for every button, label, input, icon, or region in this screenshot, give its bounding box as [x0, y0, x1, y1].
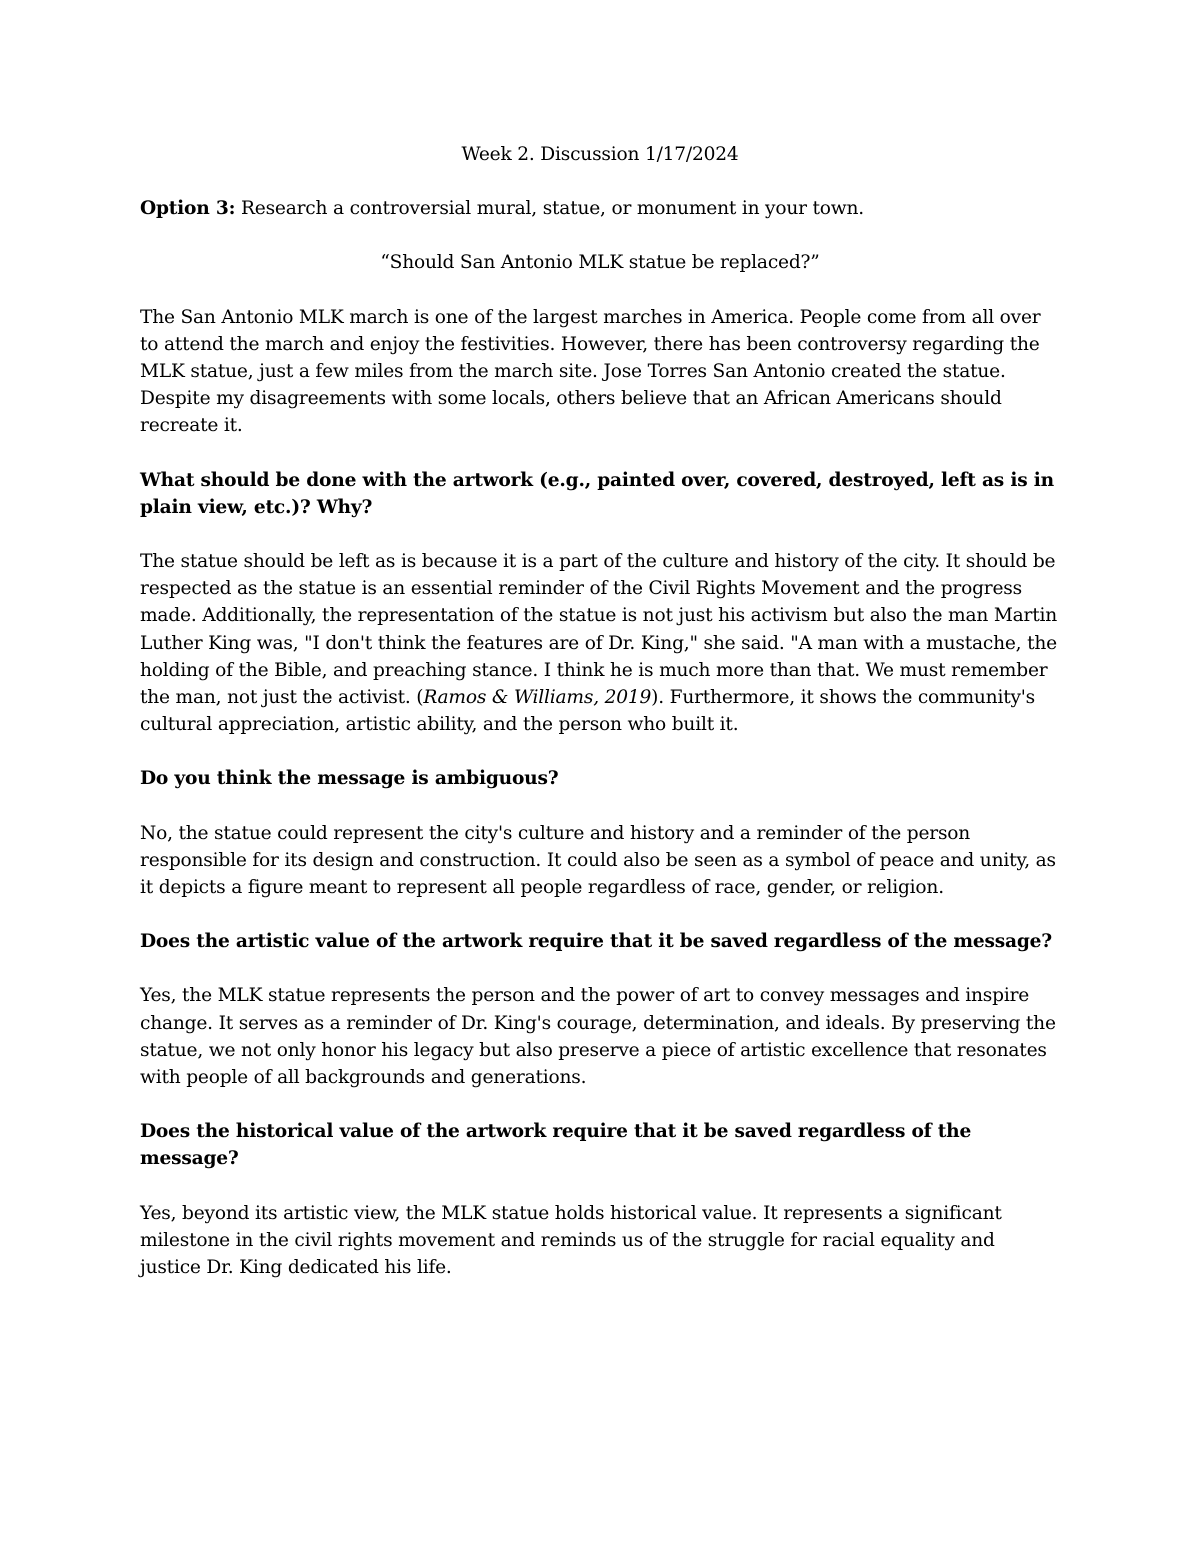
option-label: Option 3:: [140, 198, 236, 220]
answer-1-citation: Ramos & Williams, 2019: [423, 687, 652, 709]
option-text: Research a controversial mural, statue, or monument in your town.: [235, 198, 864, 220]
answer-2-paragraph: No, the statue could represent the city's culture and history and a reminder of the person responsible for its design and construction. It could also be seen as a symbol of peace and unity, as it depicts a figure meant to represent all people regardless of race, gender, or religion.: [140, 822, 1056, 899]
answer-1-text-part2: ). Furthermore, it shows the community's cultural appreciation, artistic ability, and the person who built it.: [140, 687, 1036, 736]
answer-1-paragraph: [140, 548, 1060, 738]
document-page: [140, 141, 1060, 1308]
option-line: [140, 195, 1060, 222]
question-3-heading: Does the artistic value of the artwork require that it be saved regardless of the message?: [140, 931, 1052, 953]
intro-paragraph: The San Antonio MLK march is one of the largest marches in America. People come from all over to attend the march and enjoy the festivities. However, there has been controversy regarding the MLK statue, just a few miles from the march site. Jose Torres San Antonio created the statue. Despite my disagreements with some locals, others believe that an African Americans should recreate it.: [140, 306, 1041, 437]
answer-4-paragraph: Yes, beyond its artistic view, the MLK statue holds historical value. It represents a significant milestone in the civil rights movement and reminds us of the struggle for racial equality and justice Dr. King dedicated his life.: [140, 1202, 1002, 1279]
answer-3-paragraph: Yes, the MLK statue represents the person and the power of art to convey messages and inspire change. It serves as a reminder of Dr. King's courage, determination, and ideals. By preserving the statue, we not only honor his legacy but also preserve a piece of artistic excellence that resonates with people of all backgrounds and generations.: [140, 985, 1056, 1089]
question-2-heading: Do you think the message is ambiguous?: [140, 768, 559, 790]
answer-1-text-part1: The statue should be left as is because it is a part of the culture and history of the city. It should be respected as the statue is an essential reminder of the Civil Rights Movement and the progress made. Additionally, the representation of the statue is not just his activism but also the man Martin Luther King was, "I don't think the features are of Dr. King," she said. "A man with a mustache, the holding of the Bible, and preaching stance. I think he is much more than that. We must remember the man, not just the activist. (: [140, 551, 1058, 709]
question-1-heading: What should be done with the artwork (e.g., painted over, covered, destroyed, left as is in plain view, etc.)? Why?: [140, 469, 1054, 518]
document-title: Week 2. Discussion 1/17/2024: [461, 144, 739, 165]
statue-question-quote: “Should San Antonio MLK statue be replaced?”: [380, 252, 820, 274]
question-4-heading: Does the historical value of the artwork require that it be saved regardless of the message?: [140, 1121, 972, 1170]
